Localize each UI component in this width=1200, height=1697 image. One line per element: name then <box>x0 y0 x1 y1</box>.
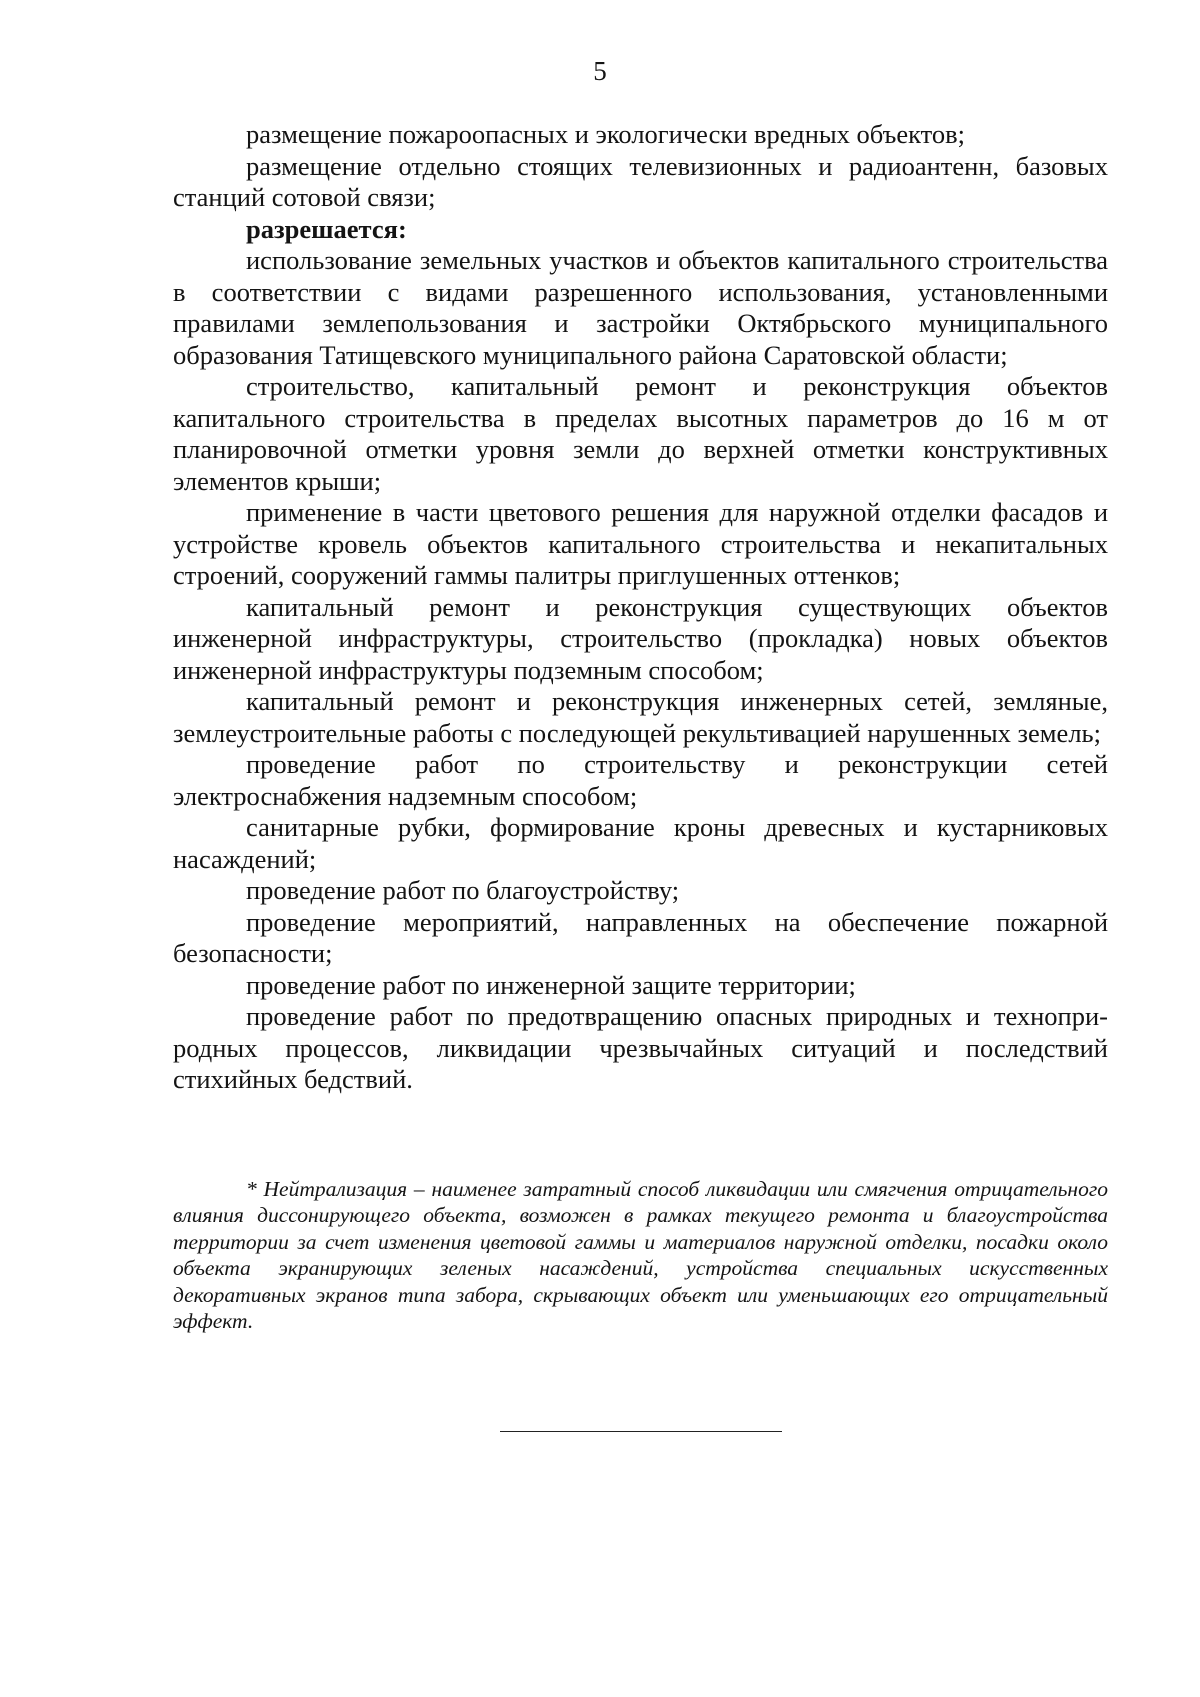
paragraph: проведение работ по предотвращению опасных природных и техноприродных процессов, ликвидации чрезвычайных ситуаций и последствий стихийных бедствий. <box>173 1001 1108 1094</box>
paragraph: строительство, капитальный ремонт и реконструкция объектов капитального строительства в пределах высотных параметров до 16 м от планировочной отметки уровня земли до верхней отметки конструктивных элементов крыши; <box>173 371 1108 496</box>
paragraph: проведение работ по благоустройству; <box>246 875 680 905</box>
paragraph: капитальный ремонт и реконструкция существующих объектов инженерной инфраструктуры, строительство (прокладка) новых объектов инженерной инфраструктуры подземным способом; <box>173 591 1108 685</box>
paragraph: применение в части цветового решения для наружной отделки фасадов и устройстве кровель объектов капитального строительства и некапитальных строений, сооружений гаммы палитры приглушенных оттенков; <box>173 497 1108 590</box>
document-body <box>173 119 1108 1096</box>
footnote <box>173 1176 1108 1334</box>
paragraph: использование земельных участков и объектов капитального строительства в соответствии с видами разрешенного использования, установленными правилами землепользования и застройки Октябрьского муниципального образования Татищевского муниципального района Саратовской области; <box>173 245 1108 370</box>
paragraph: проведение мероприятий, направленных на обеспечение пожарной безопасности; <box>173 906 1108 968</box>
section-heading: разрешается: <box>246 213 407 244</box>
paragraph: проведение работ по строительству и реконструкции сетей электроснабжения надземным способом; <box>173 749 1108 811</box>
paragraph: проведение работ по инженерной защите территории; <box>246 969 856 1000</box>
paragraph: капитальный ремонт и реконструкция инженерных сетей, земляные, землеустроительные работы с последующей рекультивацией нарушенных земель; <box>173 686 1108 748</box>
paragraph: санитарные рубки, формирование кроны древесных и кустарниковых насаждений; <box>173 812 1108 874</box>
paragraph: размещение отдельно стоящих телевизионных и радиоантенн, базовых станций сотовой связи; <box>173 150 1108 212</box>
page-number: 5 <box>593 56 607 86</box>
footnote-text: * Нейтрализация – наименее затратный способ ликвидации или смягчения отрицательного влияния диссонирующего объекта, возможен в рамках текущего ремонта и благоустройства территории за счет изменения цветовой гаммы и материалов наружной отделки, посадки около объекта экранирующих зеленых насаждений, устройства специальных искусственных декоративных экранов типа забора, скрывающих объект или уменьшающих его отрицательный эффект. <box>173 1177 1108 1334</box>
end-divider-line <box>500 1431 782 1432</box>
paragraph: размещение пожароопасных и экологически вредных объектов; <box>246 119 965 149</box>
